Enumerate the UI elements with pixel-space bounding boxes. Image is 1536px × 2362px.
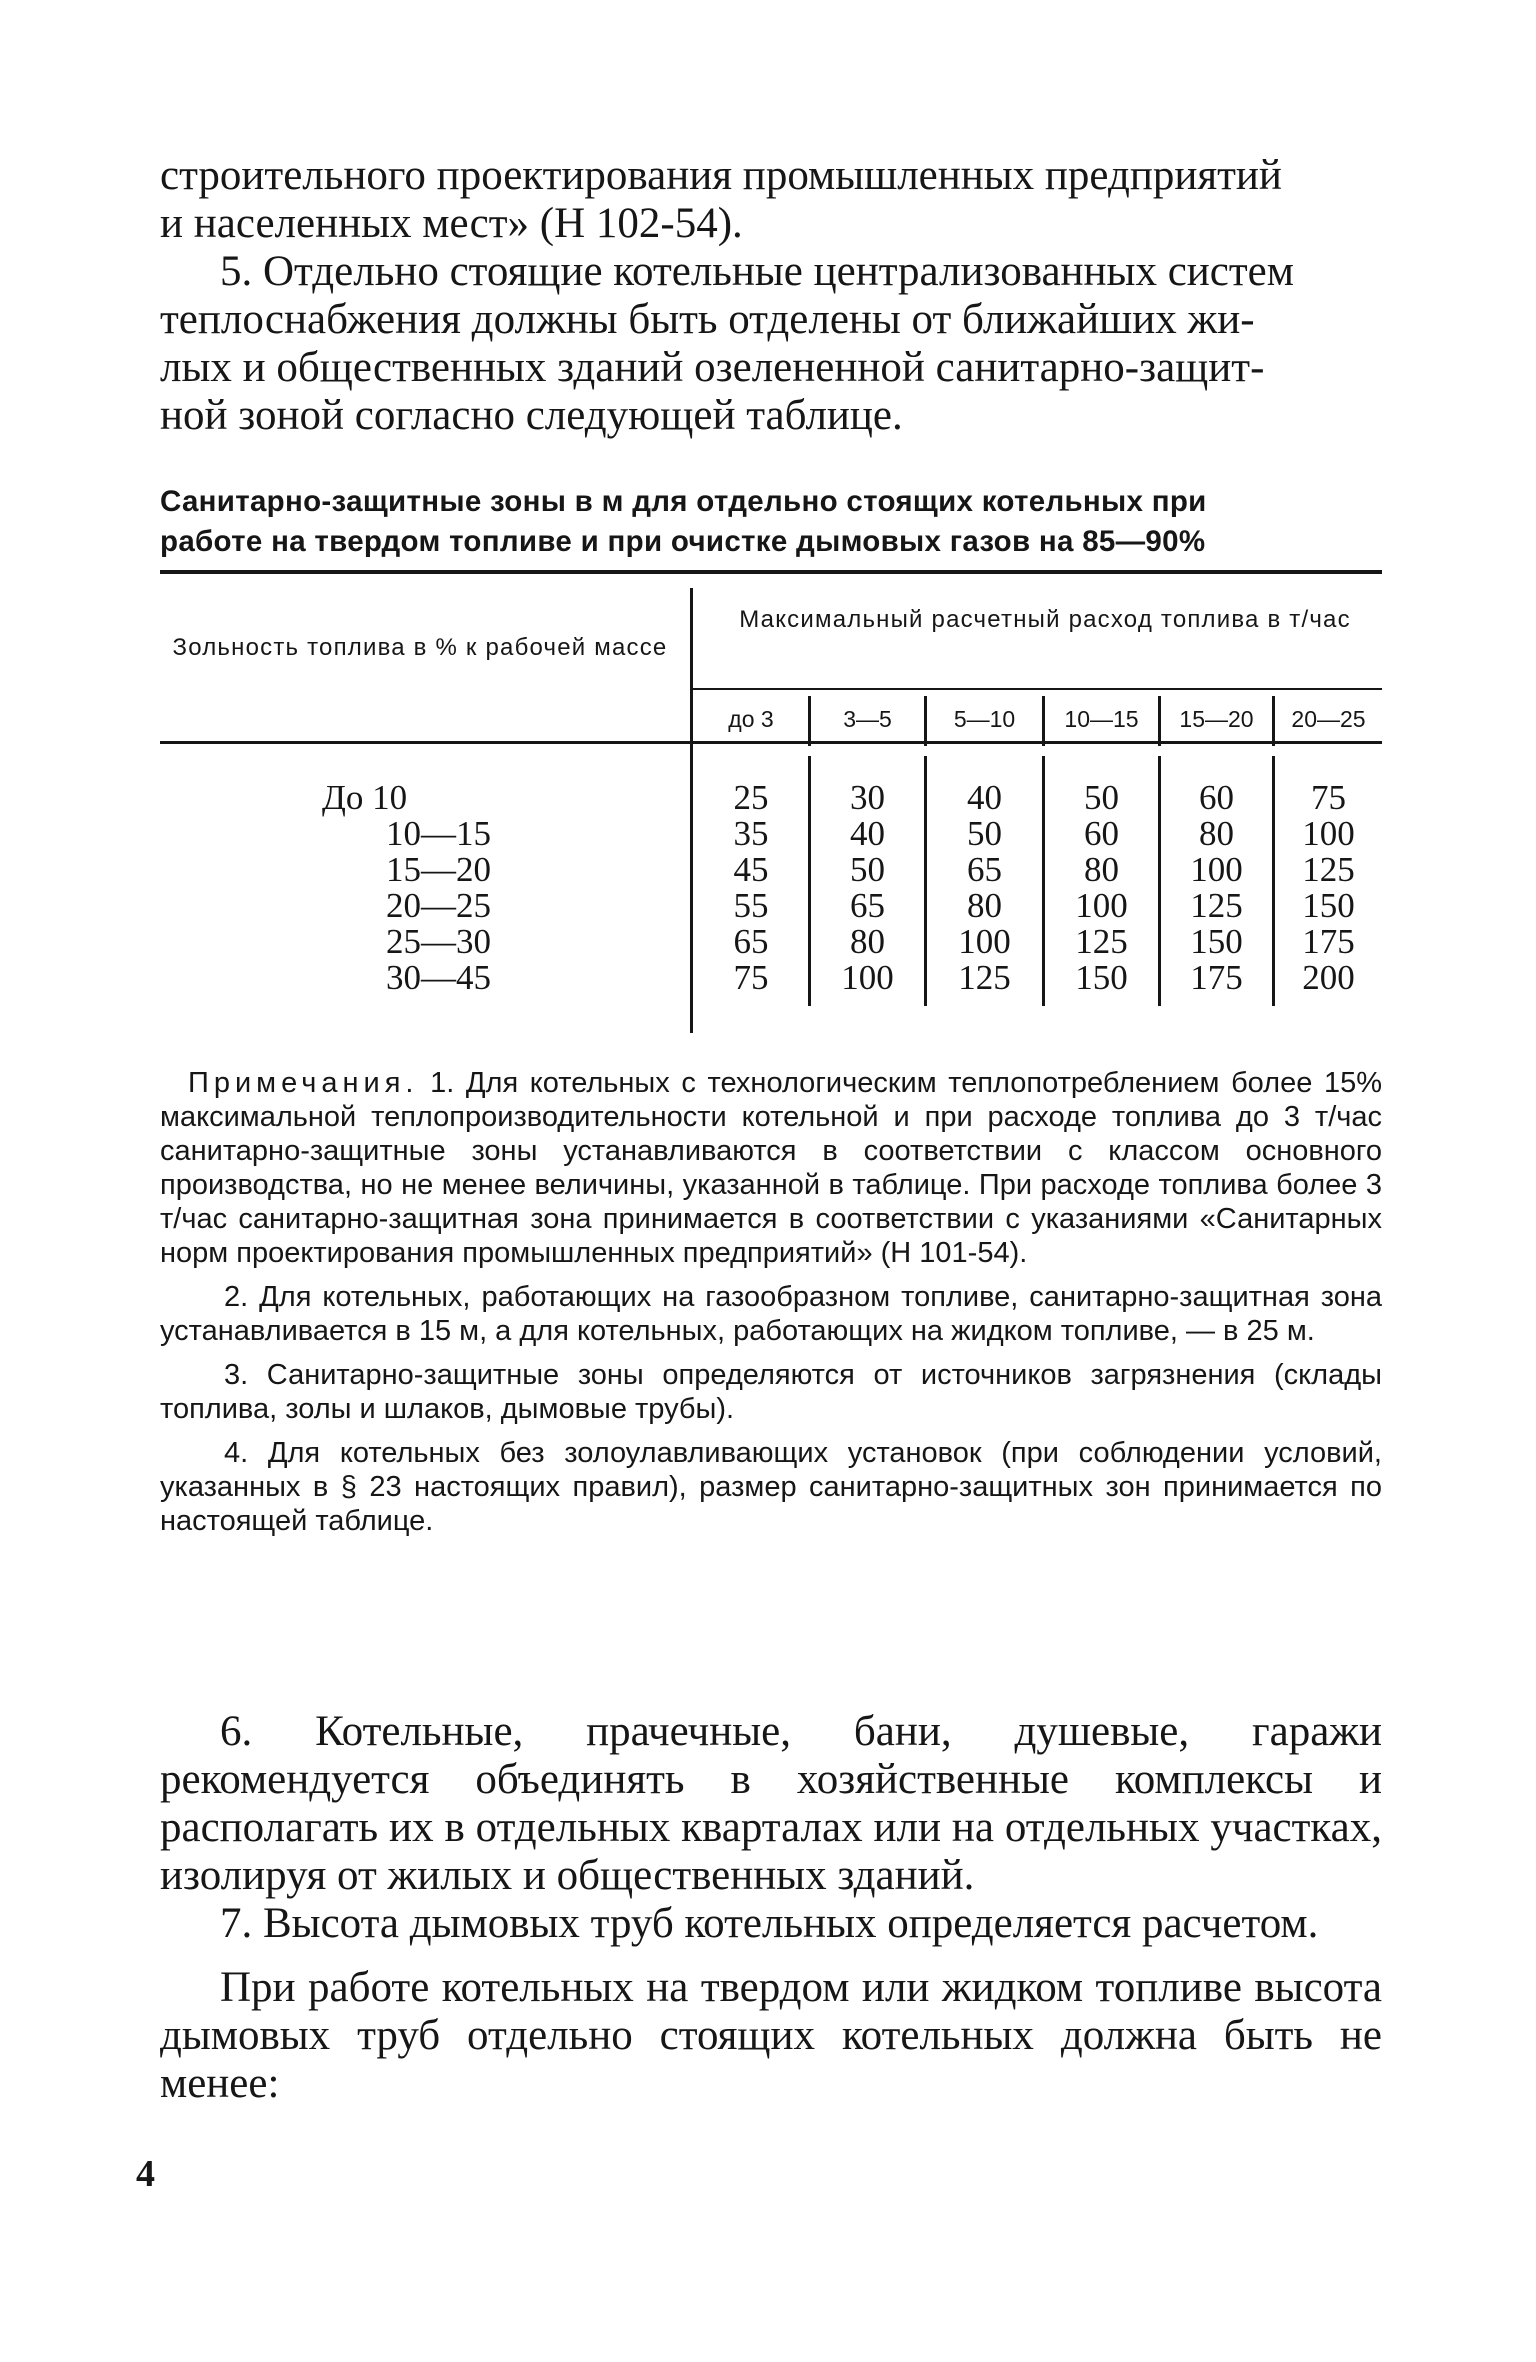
table-cell: 65	[850, 886, 885, 925]
table-cell: 60	[1199, 778, 1234, 817]
row-label: 25—30	[386, 922, 491, 961]
table-cell: 125	[1302, 850, 1355, 889]
table-cell: 100	[1302, 814, 1355, 853]
table-top-rule	[160, 570, 1382, 574]
column-header-3: 5—10	[953, 706, 1016, 732]
table-cell: 100	[1190, 850, 1243, 889]
table-cell: 25	[733, 778, 769, 817]
table-vrule-main	[690, 588, 693, 1033]
note-2: 2. Для котельных, работающих на газообразном топливе, санитарно-защитная зона устанавливается в 15 м, а для котельных, работающих на жидком топливе, — в 25 м.	[160, 1281, 1382, 1347]
intro-text	[160, 152, 1382, 440]
table-cell: 125	[1075, 922, 1128, 961]
table-cell: 125	[958, 958, 1011, 997]
table-cell: 125	[1190, 886, 1243, 925]
table-cell: 55	[733, 886, 769, 925]
table-cell: 80	[967, 886, 1002, 925]
table-cell: 175	[1190, 958, 1243, 997]
notes	[160, 1066, 1382, 1548]
paragraph-5-line-1: 5. Отдельно стоящие котельные централизованных систем	[220, 248, 1294, 295]
table-cell: 50	[850, 850, 885, 889]
page-number: 4	[136, 2153, 155, 2195]
closing-text	[160, 1708, 1382, 2108]
note-4: 4. Для котельных без золоулавливающих установок (при соблюдении условий, указанных в § 23 настоящих правил), размер санитарно-защитных зон принимается по настоящей таблице.	[160, 1437, 1382, 1537]
table-cell: 150	[1190, 922, 1243, 961]
table-cell: 65	[733, 922, 769, 961]
paragraph-5-line-4: ной зоной согласно следующей таблице.	[160, 392, 903, 439]
column-header-1: до 3	[728, 706, 774, 732]
table-cell: 150	[1075, 958, 1128, 997]
paragraph-7: 7. Высота дымовых труб котельных определяется расчетом.	[220, 1900, 1319, 1947]
table-cell: 100	[958, 922, 1011, 961]
table-cell: 60	[1084, 814, 1119, 853]
column-header-2: 3—5	[843, 706, 892, 732]
group-header: Максимальный расчетный расход топлива в т/час	[739, 606, 1351, 633]
table-cell: 100	[841, 958, 894, 997]
table-cell: 50	[967, 814, 1002, 853]
table-cell: 75	[1311, 778, 1346, 817]
table-cell: 80	[850, 922, 885, 961]
row-label: 10—15	[386, 814, 491, 853]
table-title-line-2: работе на твердом топливе и при очистке дымовых газов на 85—90%	[160, 525, 1206, 558]
row-header: Зольность топлива в % к рабочей массе	[172, 634, 668, 661]
intro-line-2: и населенных мест» (Н 102-54).	[160, 200, 743, 247]
table-cell: 100	[1075, 886, 1128, 925]
note-3: 3. Санитарно-защитные зоны определяются от источников загрязнения (склады топлива, золы и шлаков, дымовые трубы).	[160, 1359, 1382, 1425]
row-label: 30—45	[386, 958, 491, 997]
paragraph-8: При работе котельных на твердом или жидком топливе высота дымовых труб отдельно стоящих котельных должна быть не менее:	[160, 1964, 1382, 2107]
table-cell: 175	[1302, 922, 1355, 961]
table-cell: 80	[1084, 850, 1119, 889]
table-cell: 40	[850, 814, 885, 853]
note-1-text: 1. Для котельных с технологическим теплопотреблением более 15% максимальной теплопроизводительности котельной и при расходе топлива до 3 т/час санитарно-защитные зоны устанавливаются в соответствии с классом основного производства, но не менее величины, указанной в таблице. При расходе топлива более 3 т/час санитарно-защитная зона принимается в соответствии с указаниями «Санитарных норм проектирования промышленных предприятий» (Н 101-54).	[160, 1067, 1382, 1269]
table-header-rule	[160, 741, 1382, 744]
paragraph-5-line-3: лых и общественных зданий озелененной санитарно-защит-	[160, 344, 1265, 391]
table-cell: 80	[1199, 814, 1234, 853]
column-header-6: 20—25	[1291, 706, 1366, 732]
table-cell: 200	[1302, 958, 1355, 997]
table-cell: 65	[967, 850, 1002, 889]
paragraph-6: 6. Котельные, прачечные, бани, душевые, гаражи рекомендуется объединять в хозяйственные комплексы и располагать их в отдельных кварталах или на отдельных участках, изолируя от жилых и общественных зданий.	[160, 1708, 1382, 1899]
table-title-line-1: Санитарно-защитные зоны в м для отдельно стоящих котельных при	[160, 485, 1207, 518]
table-title	[160, 482, 1382, 562]
table-cell: 45	[733, 850, 769, 889]
table-cell: 75	[733, 958, 769, 997]
table-cell: 35	[733, 814, 769, 853]
intro-line-1: строительного проектирования промышленных предприятий	[160, 152, 1282, 199]
table-cell: 150	[1302, 886, 1355, 925]
column-header-4: 10—15	[1064, 706, 1139, 732]
table-cell: 30	[850, 778, 885, 817]
row-label: До 10	[322, 778, 408, 817]
notes-heading: Примечания.	[188, 1067, 419, 1099]
row-label: 15—20	[386, 850, 491, 889]
group-header-rule	[690, 688, 1382, 690]
paragraph-5-line-2: теплоснабжения должны быть отделены от ближайших жи-	[160, 296, 1255, 343]
column-header-5: 15—20	[1179, 706, 1254, 732]
row-label: 20—25	[386, 886, 491, 925]
note-1	[160, 1066, 1382, 1270]
table-cell: 50	[1084, 778, 1119, 817]
table-cell: 40	[967, 778, 1002, 817]
